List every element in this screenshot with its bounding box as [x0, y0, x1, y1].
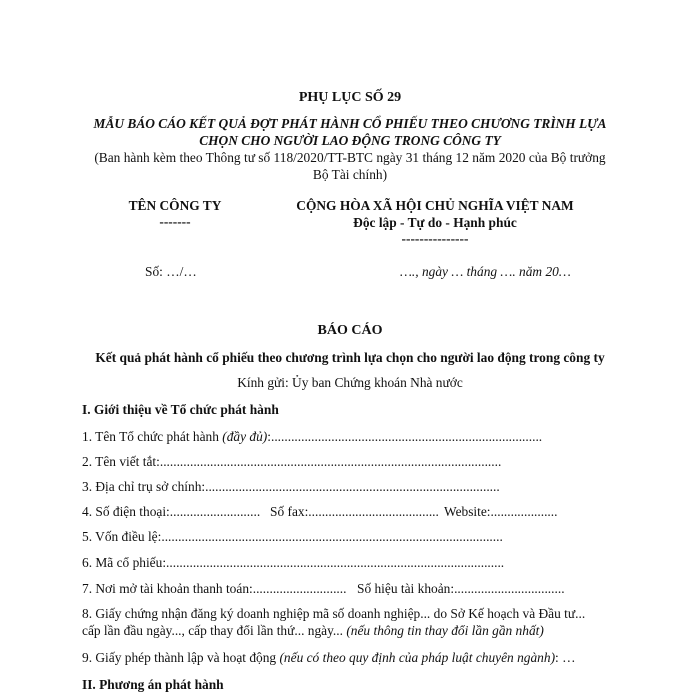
appendix-number: PHỤ LỤC SỐ 29 [298, 90, 402, 105]
field-license-tail: : … [555, 650, 576, 665]
field-account-number: Số hiệu tài khoản:................................. [357, 581, 565, 596]
field-issuer-name [82, 429, 542, 445]
appendix-title-line1: MẪU BÁO CÁO KẾT QUẢ ĐỢT PHÁT HÀNH CỔ PHIẾU THEO CHƯƠNG TRÌNH LỰA [93, 116, 607, 131]
field-head-office: 3. Địa chỉ trụ sở chính:........................................................................................ [82, 479, 500, 494]
field-bank-account [82, 581, 565, 597]
field-license-note: (nếu có theo quy định của pháp luật chuyên ngành) [279, 650, 556, 665]
field-fax: Số fax:....................................... [270, 504, 439, 519]
field-business-certificate-text: cấp lần đầu ngày..., cấp thay đổi lần thứ... ngày... [82, 623, 347, 638]
field-issuer-name-note: (đầy đủ) [222, 429, 268, 444]
company-rule: ------- [159, 214, 191, 229]
date-line: …., ngày … tháng …. năm 20… [400, 264, 571, 279]
field-website: Website:.................... [444, 504, 558, 519]
report-title: BÁO CÁO [317, 323, 383, 338]
document-number: Số: …/… [145, 264, 197, 279]
company-name: TÊN CÔNG TY [128, 198, 222, 213]
report-recipient: Kính gửi: Ủy ban Chứng khoán Nhà nước [237, 375, 463, 390]
nation-name: CỘNG HÒA XÃ HỘI CHỦ NGHĨA VIỆT NAM [296, 198, 574, 213]
motto-rule: --------------- [401, 231, 469, 246]
field-business-certificate-line2 [82, 623, 544, 639]
field-charter-capital: 5. Vốn điều lệ:...................................................................................................... [82, 529, 503, 544]
field-stock-code: 6. Mã cổ phiếu:..................................................................................................... [82, 555, 505, 570]
field-establishment-license [82, 650, 576, 666]
field-phone: 4. Số điện thoại:........................... [82, 504, 261, 519]
national-motto: Độc lập - Tự do - Hạnh phúc [353, 215, 517, 230]
appendix-title-line2: CHỌN CHO NGƯỜI LAO ĐỘNG TRONG CÔNG TY [199, 133, 501, 148]
section2-heading: II. Phương án phát hành [82, 677, 224, 692]
field-business-certificate-note: (nếu thông tin thay đổi lần gần nhất) [346, 623, 544, 638]
field-business-certificate-line1: 8. Giấy chứng nhận đăng ký doanh nghiệp mã số doanh nghiệp... do Sở Kế hoạch và Đầu tư... [82, 606, 586, 621]
issued-note-line2: Bộ Tài chính) [312, 167, 388, 182]
field-contact [82, 504, 558, 520]
report-subtitle: Kết quả phát hành cổ phiếu theo chương trình lựa chọn cho người lao động trong công ty [95, 350, 605, 365]
field-short-name: 2. Tên viết tắt:...................................................................................................... [82, 454, 502, 469]
field-payment-account-place: 7. Nơi mở tài khoản thanh toán:............................ [82, 581, 347, 596]
issued-note-line1: (Ban hành kèm theo Thông tư số 118/2020/TT-BTC ngày 31 tháng 12 năm 2020 của Bộ trưởng [94, 150, 606, 165]
section1-heading: I. Giới thiệu về Tổ chức phát hành [82, 402, 279, 417]
field-license-label: 9. Giấy phép thành lập và hoạt động [82, 650, 280, 665]
field-issuer-name-dots: :................................................................................. [267, 429, 543, 444]
field-issuer-name-label: 1. Tên Tổ chức phát hành [82, 429, 223, 444]
